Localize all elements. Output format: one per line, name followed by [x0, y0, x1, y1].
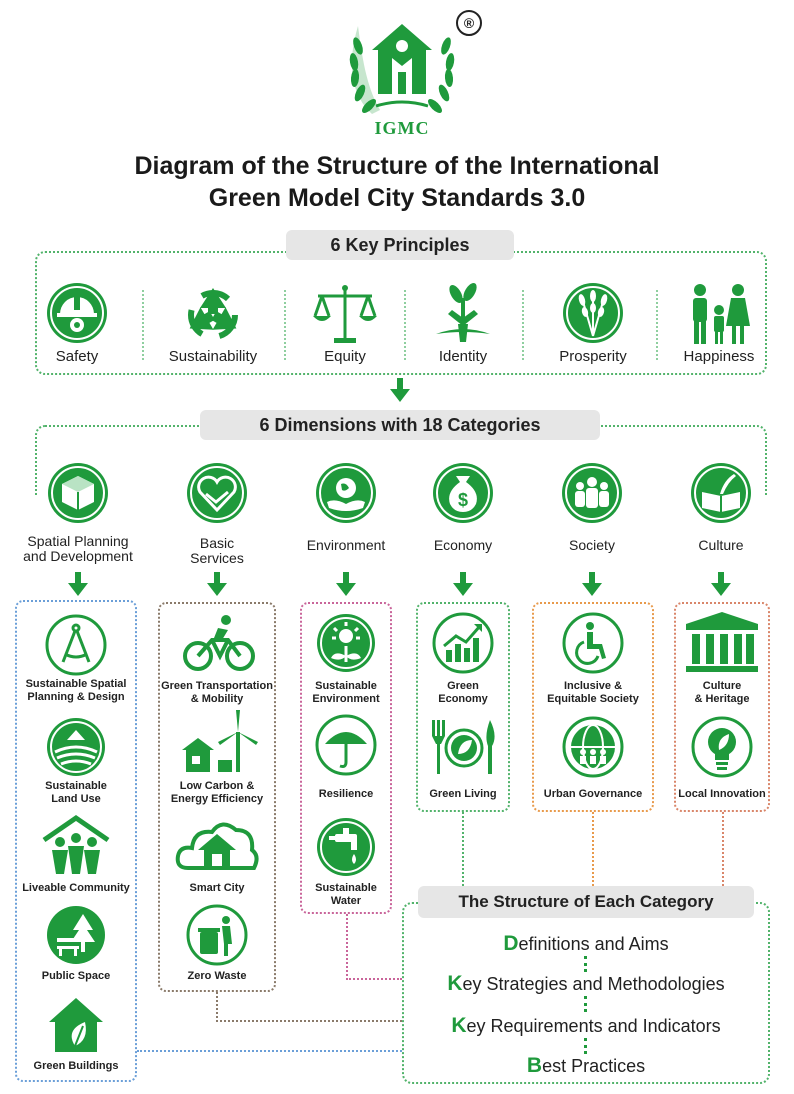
connector-line [462, 812, 464, 890]
category-label: Green Economy [438, 680, 488, 705]
connector-line [216, 992, 218, 1022]
category-label: Inclusive & Equitable Society [547, 680, 639, 705]
category-label: Sustainable Spatial Planning & Design [25, 678, 127, 703]
compass-icon [45, 614, 107, 676]
category-label: Zero Waste [187, 970, 247, 982]
arrow-down-icon [582, 572, 602, 596]
separator [142, 290, 144, 360]
globe-hand-icon [315, 462, 377, 524]
arrow-down-icon [453, 572, 473, 596]
lightbulb-icon [691, 716, 753, 778]
principle-label-equity: Equity [324, 348, 366, 365]
page-title [30, 150, 764, 214]
green-house-icon [45, 994, 107, 1056]
wind-turbine-icon [178, 710, 260, 772]
temple-icon [682, 610, 762, 672]
structure-heading: The Structure of Each Category [418, 886, 754, 918]
dimension-label-culture: Culture [698, 537, 744, 553]
community-icon [40, 814, 112, 876]
trash-bin-icon [186, 904, 248, 966]
globe-people-icon [562, 716, 624, 778]
recycle-icon [178, 280, 248, 350]
structure-item: Key Strategies and Methodologies [447, 972, 725, 995]
principle-label-prosperity: Prosperity [559, 348, 627, 365]
arrow-down-icon [390, 378, 410, 402]
category-label: Liveable Community [22, 882, 130, 894]
arrow-down-icon [711, 572, 731, 596]
money-bag-icon [432, 462, 494, 524]
dimension-label-economy: Economy [433, 537, 493, 553]
structure-item: Key Requirements and Indicators [451, 1014, 721, 1037]
connector-line [592, 812, 594, 890]
dotted-connector [584, 1038, 588, 1054]
dimension-label-society: Society [569, 537, 615, 553]
bicycle-icon [182, 612, 256, 674]
scales-icon [310, 280, 380, 350]
principle-label-sustainability: Sustainability [168, 348, 258, 365]
connector-line [722, 812, 724, 890]
principles-heading: 6 Key Principles [286, 230, 514, 260]
arrow-down-icon [68, 572, 88, 596]
cloud-house-icon [174, 812, 260, 874]
sunflower-icon [315, 612, 377, 674]
category-label: Green Buildings [33, 1060, 119, 1072]
category-label: Public Space [41, 970, 111, 982]
handshake-heart-icon [186, 462, 248, 524]
dimension-label-environment: Environment [306, 537, 386, 553]
registered-mark: ® [456, 10, 482, 36]
logo-text: IGMC [374, 118, 430, 138]
connector-line [346, 978, 402, 980]
land-icon [45, 716, 107, 778]
people-group-icon [561, 462, 623, 524]
arrow-down-icon [336, 572, 356, 596]
category-label: Culture & Heritage [694, 680, 750, 705]
title-line-2: Green Model City Standards 3.0 [208, 184, 586, 212]
arrow-down-icon [207, 572, 227, 596]
cube-icon [47, 462, 109, 524]
structure-item: Definitions and Aims [503, 932, 669, 955]
category-label: Sustainable Water [315, 882, 377, 907]
growth-chart-icon [432, 612, 494, 674]
category-label: Local Innovation [678, 788, 766, 800]
hardhat-gear-icon [42, 280, 112, 350]
faucet-icon [315, 816, 377, 878]
wheat-icon [558, 280, 628, 350]
dotted-connector [584, 956, 588, 972]
plate-leaf-icon [426, 716, 500, 778]
dimensions-heading: 6 Dimensions with 18 Categories [200, 410, 600, 440]
principle-label-safety: Safety [55, 348, 99, 365]
category-label: Green Transportation & Mobility [161, 680, 273, 705]
svg-text:$: $ [457, 490, 469, 510]
category-label: Resilience [318, 788, 374, 800]
structure-item: Best Practices [526, 1054, 646, 1077]
dotted-connector [584, 996, 588, 1012]
book-quill-icon [690, 462, 752, 524]
category-label: Smart City [189, 882, 245, 894]
category-label: Sustainable Environment [312, 680, 380, 705]
dimension-label-spatial: Spatial Planning and Development [23, 533, 133, 564]
title-line-1: Diagram of the Structure of the International [134, 152, 660, 180]
category-label: Urban Governance [543, 788, 643, 800]
dimension-label-basic: Basic Services [190, 535, 244, 566]
principle-label-happiness: Happiness [683, 348, 755, 365]
park-bench-icon [45, 904, 107, 966]
family-icon [684, 280, 754, 350]
plant-person-icon [428, 280, 498, 350]
connector-line [137, 1050, 402, 1052]
wheelchair-icon [562, 612, 624, 674]
umbrella-icon [315, 714, 377, 776]
category-label: Low Carbon & Energy Efficiency [170, 780, 264, 805]
category-label: Sustainable Land Use [45, 780, 107, 805]
connector-line [346, 914, 348, 980]
category-label: Green Living [429, 788, 497, 800]
principle-label-identity: Identity [438, 348, 488, 365]
connector-line [216, 1020, 402, 1022]
